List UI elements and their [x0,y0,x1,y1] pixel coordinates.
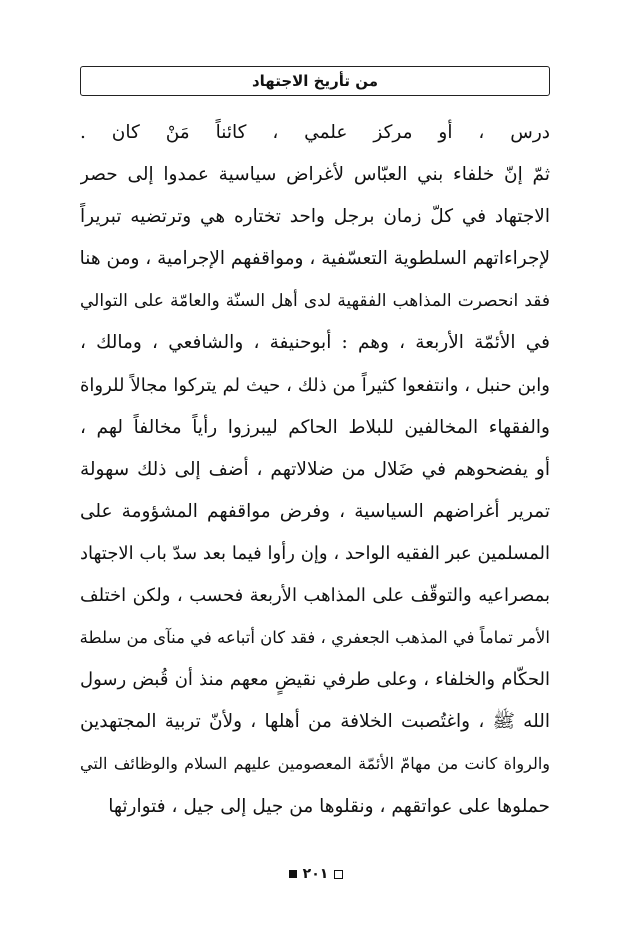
text-line: لإجراءاتهم السلطوية التعسّفية ، ومواقفهم الإجرامية ، ومن هنا [80,248,550,270]
text-line: فقد انحصرت المذاهب الفقهية لدى أهل السنّة والعامّة على التوالي [80,291,550,312]
text-line: أو يفضحوهم في ضَلال من ضلالاتهم ، أضف إلى ذلك سهولة [80,458,550,480]
text-line: في الأئمّة الأربعة ، وهم : أبوحنيفة ، والشافعي ، ومالك ، [80,332,550,354]
outline-square-icon [334,870,343,879]
running-header-title: من تأريخ الاجتهاد [251,72,379,90]
text-line: بمصراعيه والتوقّف على المذاهب الأربعة فحسب ، ولكن اختلف [80,585,550,607]
page-number: ٢٠١ [302,866,329,882]
text-line: الاجتهاد في كلّ زمان برجل واحد تختاره هي وترتضيه تبريراً [80,206,550,228]
filled-square-icon [289,870,297,878]
text-line: والفقهاء المخالفين للبلاط الحاكم ليبرزوا رأياً مخالفاً لهم ، [80,416,550,438]
text-line: المسلمين عبر الفقيه الواحد ، وإن رأوا فيما بعد سدّ باب الاجتهاد [80,542,550,564]
running-header [80,66,550,96]
text-line: درس ، أو مركز علمي ، كائناً مَنْ كان . [80,122,550,143]
text-line: والرواة كانت من مهامّ الأئمّة المعصومين عليهم السلام والوظائف التي [80,754,550,774]
text-line: الحكّام والخلفاء ، وعلى طرفي نقيضٍ معهم منذ أن قُبض رسول [80,669,550,691]
text-line: الأمر تماماً في المذهب الجعفري ، فقد كان أتباعه في منآى من سلطة [80,628,550,648]
text-line: تمرير أغراضهم السياسية ، وفرض مواقفهم المشؤومة على [80,500,550,522]
text-line: وابن حنبل ، وانتفعوا كثيراً من ذلك ، حيث لم يتركوا مجالاً للرواة [80,374,550,396]
text-line: ثمّ إنّ خلفاء بني العبّاس لأغراض سياسية عمدوا إلى حصر [80,164,550,186]
text-line: حملوها على عواتقهم ، ونقلوها من جيل إلى جيل ، فتوارثها [108,795,550,817]
body-text [80,112,550,828]
page-footer [0,864,632,884]
text-line: الله ﷺ ، واغتُصبت الخلافة من أهلها ، ولأنّ تربية المجتهدين [80,711,550,733]
